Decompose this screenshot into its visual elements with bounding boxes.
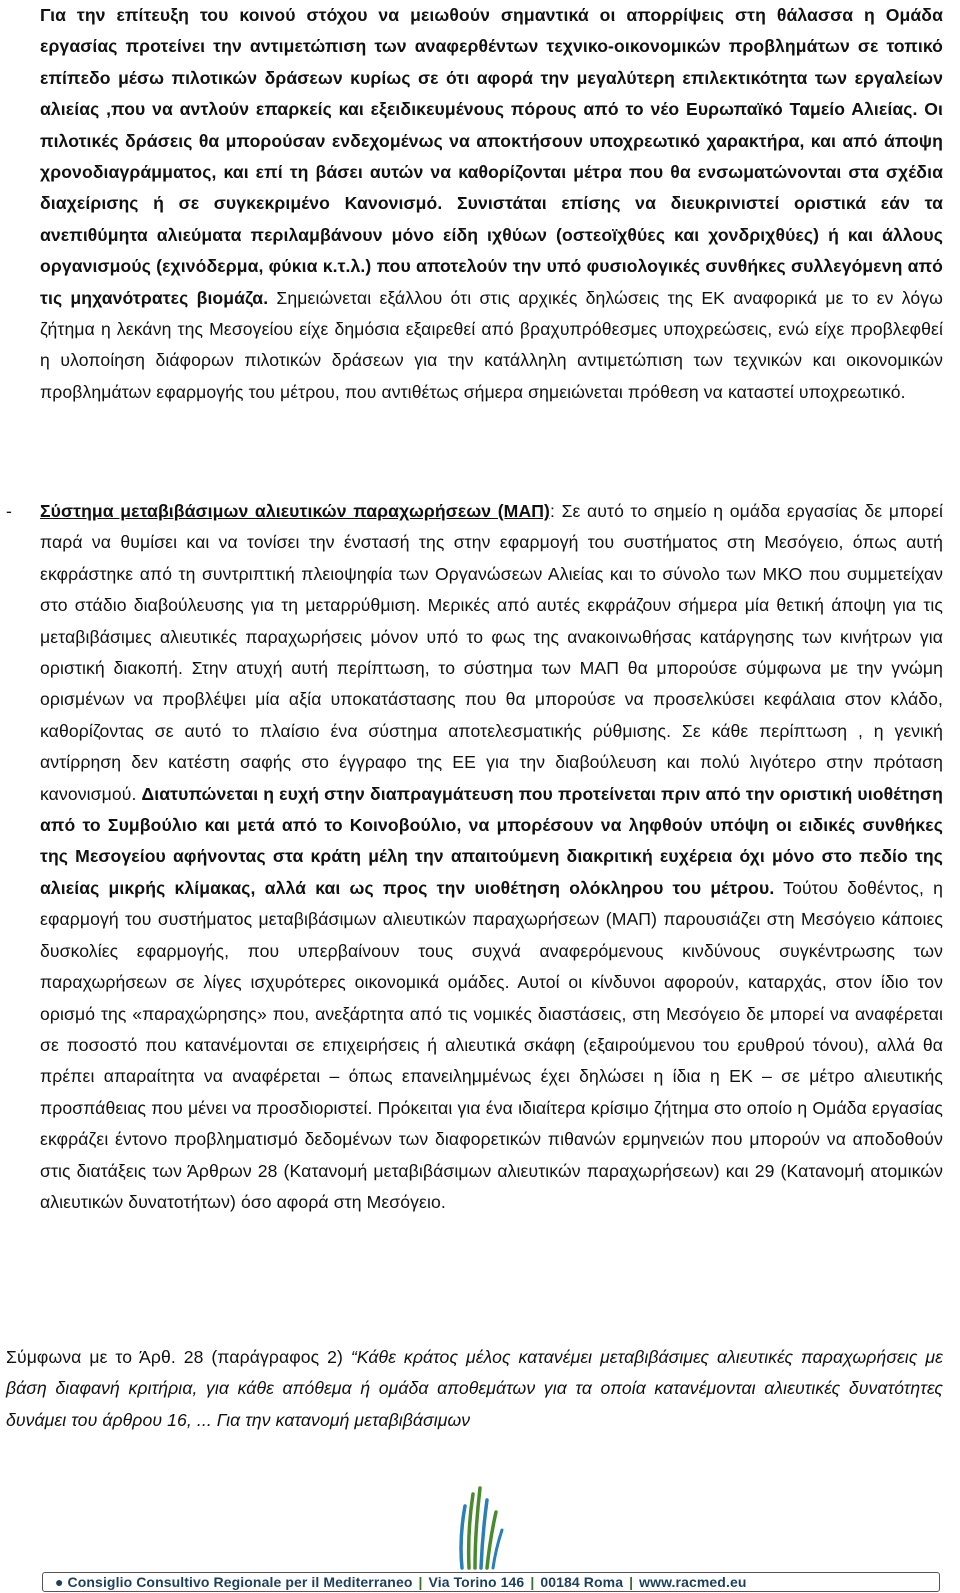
- paragraph-article-28-normal: Σύμφωνα με το Άρθ. 28 (παράγραφος 2): [6, 1347, 351, 1367]
- paragraph-map-normal-2: Τούτου δοθέντος, η εφαρμογή του συστήματος μεταβιβάσιμων αλιευτικών παραχωρήσεων (ΜΑΠ) παρουσιάζει στη Μεσόγειο κάποιες δυσκολίες εφαρμογής, που υπερβαίνουν τους συχνά αναφερόμενους κινδύνους συγκέντρωσης των παραχωρήσεων σε λίγες ισχυρότερες οικονομικά ομάδες. Αυτοί οι κίνδυνοι αφορούν, καταρχάς, στον ίδιο τον ορισμό της «παραχώρησης» που, ανεξάρτητα από τις νομικές διαστάσεις, στη Μεσόγειο δε μπορεί να αναφέρεται σε ποσοστό που κατανέμονται σε επιχειρήσεις ή αλιευτικά σκάφη (εξαιρούμενου του ερυθρού τόνου), αλλά θα πρέπει απαραίτητα να αναφέρεται – όπως επανειλημμένως έχει δηλώσει η ίδια η ΕΚ – σε μέτρο αλιευτικής προσπάθειας που μένει να προσδιοριστεί. Πρόκειται για ένα ιδιαίτερα κρίσιμο ζήτημα στο οποίο η Ομάδα εργασίας εκφράζει έντονο προβληματισμό δεδομένων των διαφορετικών πιθανών ερμηνειών που μπορούν να αποδοθούν στις διατάξεις των Άρθρων 28 (Κατανομή μεταβιβάσιμων αλιευτικών παραχωρήσεων) και 29 (Κατανομή ατομικών αλιευτικών δυνατοτήτων) όσο αφορά στη Μεσόγειο.: [40, 877, 943, 1212]
- footer-postal: 00184 Roma: [540, 1574, 624, 1590]
- paragraph-discards: [40, 0, 943, 408]
- section-heading-map: Σύστημα μεταβιβάσιμων αλιευτικών παραχωρήσεων (ΜΑΠ): [40, 501, 551, 521]
- reed-logo-icon: [452, 1484, 508, 1570]
- footer-address: Via Torino 146: [428, 1574, 525, 1590]
- footer-separator: |: [530, 1574, 535, 1590]
- footer-bullet: ●: [55, 1574, 68, 1590]
- page-footer: [0, 1484, 960, 1593]
- paragraph-map-system: [40, 496, 943, 1218]
- footer-contact-bar: [42, 1572, 940, 1592]
- paragraph-article-28-quote: “Κάθε κράτος μέλος κατανέμει μεταβιβάσιμες αλιευτικές παραχωρήσεις με βάση διαφανή κριτήρια, για κάθε απόθεμα ή ομάδα αποθεμάτων για τα οποία κατανέμονται αλιευτικές δυνατότητες δυνάμει του άρθρου 16, ... Για την κατανομή μεταβιβάσιμων: [6, 1347, 943, 1430]
- paragraph-map-normal-1: Σε αυτό το σημείο η ομάδα εργασίας δε μπορεί παρά να θυμίσει και να τονίσει την ένστασή της στην εφαρμογή του συστήματος στη Μεσόγειο, όπως αυτή εκφράστηκε από τη συντριπτική πλειοψηφία των Οργανώσεων Αλιείας και το σύνολο των ΜΚΟ που συμμετείχαν στο στάδιο διαβούλευσης για τη μεταρρύθμιση. Μερικές από αυτές εκφράζουν σήμερα μία θετική άποψη για τις μεταβιβάσιμες αλιευτικές παραχωρήσεις μόνον υπό το φως της ανακοινωθήσας κατάργησης των κινήτρων για οριστική διακοπή. Στην ατυχή αυτή περίπτωση, το σύστημα των ΜΑΠ θα μπορούσε σύμφωνα με την γνώμη ορισμένων να προβλέψει μία αξία υποκατάστασης που θα μπορούσε να προσελκύσει κεφάλαια στον κλάδο, καθορίζοντας σε αυτό το πλαίσιο ένα σύστημα αποτελεσματικής ρύθμισης. Σε κάθε περίπτωση , η γενική αντίρρηση δεν κατέστη σαφής στο έγγραφο της ΕΕ για την διαβούλευση και πολύ λιγότερο στην πρόταση κανονισμού.: [40, 501, 943, 804]
- footer-website-link[interactable]: www.racmed.eu: [639, 1574, 747, 1590]
- list-dash: -: [6, 501, 12, 521]
- paragraph-discards-bold: Για την επίτευξη του κοινού στόχου να μειωθούν σημαντικά οι απορρίψεις στη θάλασσα η Ομάδα εργασίας προτείνει την αντιμετώπιση των αναφερθέντων τεχνικο-οικονομικών προβλημάτων σε τοπικό επίπεδο μέσω πιλοτικών δράσεων κυρίως σε ότι αφορά την μεγαλύτερη επιλεκτικότητα των εργαλείων αλιείας ,που να αντλούν επαρκείς και εξειδικευμένους πόρους από το νέο Ευρωπαϊκό Ταμείο Αλιείας. Οι πιλοτικές δράσεις θα μπορούσαν ενδεχομένως να αποκτήσουν υποχρεωτικό χαρακτήρα, και από άποψη χρονοδιαγράμματος, και επί τη βάσει αυτών να καθορίζονται μέτρα που θα ενσωματώνονται στα σχέδια διαχείρισης ή σε συγκεκριμένο Κανονισμό. Συνιστάται επίσης να διευκρινιστεί οριστικά εάν τα ανεπιθύμητα αλιεύματα περιλαμβάνουν μόνο είδη ιχθύων (οστεοϊχθύες και χονδριχθύες) ή και άλλους οργανισμούς (εχινόδερμα, φύκια κ.τ.λ.) που αποτελούν την υπό φυσιολογικές συνθήκες συλλεγόμενη από τις μηχανότρατες βιομάζα.: [40, 5, 943, 308]
- paragraph-map-bold: Διατυπώνεται η ευχή στην διαπραγμάτευση που προτείνεται πριν από την οριστική υιοθέτηση από το Συμβούλιο και μετά από το Κοινοβούλιο, να μπορέσουν να ληφθούν υπόψη οι ειδικές συνθήκες της Μεσογείου αφήνοντας στα κράτη μέλη την απαιτούμενη διακριτική ευχέρεια όχι μόνο στο πεδίο της αλιείας μικρής κλίμακας, αλλά και ως προς την υιοθέτηση ολόκληρου του μέτρου.: [40, 783, 944, 898]
- footer-org-name: Consiglio Consultivo Regionale per il Mediterraneo: [67, 1574, 413, 1590]
- heading-colon: :: [550, 501, 556, 521]
- paragraph-discards-normal: Σημειώνεται εξάλλου ότι στις αρχικές δηλώσεις της ΕΚ αναφορικά με το εν λόγω ζήτημα η λεκάνη της Μεσογείου είχε δημόσια εξαιρεθεί από βραχυπρόθεσμες υποχρεώσεις, ενώ είχε προβλεφθεί η υλοποίηση διάφορων πιλοτικών δράσεων για την κατάλληλη αντιμετώπιση των τεχνικών και οικονομικών προβλημάτων εφαρμογής του μέτρου, που αντιθέτως σήμερα σημειώνεται πρόθεση να καταστεί υποχρεωτικό.: [40, 287, 944, 402]
- paragraph-article-28: [6, 1342, 943, 1436]
- footer-separator: |: [629, 1574, 634, 1590]
- footer-separator: |: [418, 1574, 423, 1590]
